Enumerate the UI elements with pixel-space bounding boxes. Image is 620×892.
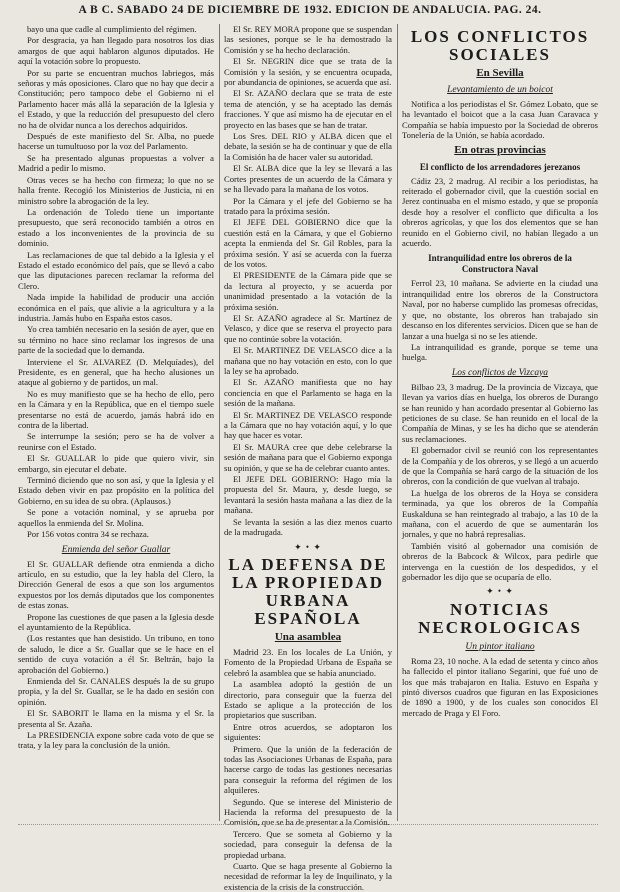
- paragraph: El Sr. AZAÑO declara que se trata de este tema de atención, y se ha aceptado las demás fracciones. Y que así mismo ha de ejecutar en el proyecto en las bases que se han de tratar.: [224, 88, 392, 130]
- paragraph: Yo crea también necesario en la sesión de ayer, que en su término no hace sino reclamar los ingresos de una parte de la sociedad que lo demanda.: [18, 324, 214, 356]
- paragraph: Por 156 votos contra 34 se rechaza.: [27, 529, 149, 540]
- paragraph: bayo una que cadle al cumplimiento del régimen.: [27, 24, 197, 34]
- paragraph: Cuarto. Que se haga presente al Gobierno la necesidad de reformar la ley de Inquilinato, y la existencia de la crisis de la construcción.: [224, 861, 392, 892]
- paragraph: Por la Cámara y el jefe del Gobierno se ha tratado para la próxima sesión.: [224, 195, 392, 216]
- paragraph: La intranquilidad es grande, porque se teme una huelga.: [402, 341, 598, 363]
- paragraph: Nada impide la habilidad de producir una acción económica en el país, que alivie a la agricultura y a la industria. Jamás hubo en España estos casos.: [18, 292, 214, 323]
- paragraph: Se levanta la sesión a las diez menos cuarto de la madrugada.: [224, 516, 392, 538]
- necrologicas-headline: NOTICIAS NECROLOGICAS: [418, 599, 582, 637]
- masthead: A B C. SABADO 24 DE DICIEMBRE DE 1932. EDICION DE ANDALUCIA. PAG. 24.: [78, 4, 542, 16]
- column-2-top-text: [224, 24, 392, 538]
- column-1: [18, 24, 214, 821]
- paragraph: La asamblea adoptó la gestión de un directorio, para conseguir que la fuerza del Estado se aplique a la protección de los propietarios que suscriban.: [224, 679, 392, 721]
- paragraph: El Sr. REY MORA propone que se suspendan las sesiones, porque se le ha demostrado la Comisión y se ha hecho declaración.: [224, 24, 392, 55]
- paragraph: Notifica a los periodistas el Sr. Gómez Lobato, que se ha levantado el boicot que a la casa Juan Caravaca y Compañía se había impuesto por la Sociedad de obreros Tonelería de la Unión, se había acordado.: [402, 99, 598, 141]
- paragraph: Cádiz 23, 2 madrug. Al recibir a los periodistas, ha reiterado el gobernador civil, que la cuestión social en Jerez continuaba en el mismo estado, y que se proponía desde hoy a resolver el conflicto que dificulta a los obreros agrícolas, y que los dos elementos que se han reunido en el Gobierno civil, no habían llegado a un acuerdo.: [402, 175, 598, 249]
- paragraph: Otras veces se ha hecho con firmeza; lo que no se halla frente. Recogió los Ministerios de Justicia, ni en ministro sobre la abrogación de la ley.: [18, 174, 214, 206]
- jerez-heading: El conflicto de los arrendadores jerezanos: [419, 161, 581, 172]
- paragraph: La ordenación de Toledo tiene un importante presupuesto, que será reconocido también a otros en estado a los inconvenientes de la provincia de su dominio.: [18, 206, 214, 249]
- column-divider-2: [397, 24, 398, 821]
- vizcaya-heading: Los conflictos de Vizcaya: [451, 367, 549, 378]
- paragraph: Propone las cuestiones de que pasen a la Iglesia desde el ayuntamiento de la República.: [18, 611, 214, 632]
- paragraph: El PRESIDENTE de la Cámara pide que se da lectura al proyecto, y se acuerda por unanimidad presentado a la votación de la próxima sesión.: [224, 270, 392, 312]
- paragraph: El Sr. MARTINEZ DE VELASCO responde a la Cámara que no hay votación aquí, y lo que hay que hacer es votar.: [224, 409, 392, 441]
- paragraph: La PRESIDENCIA expone sobre cada voto de que se trata, y la ley para la conclusión de la unión.: [18, 730, 214, 751]
- column-1-heading: Enmienda del señor Guallar: [61, 544, 171, 555]
- column-2-subheading: Una asamblea: [274, 630, 342, 643]
- paragraph: No es muy manifiesto que se ha hecho de ello, pero en la Cámara y en la República, que en el tiempo suele presentarse no está de acuerdo, jamás habrá ido en contra de la libertad.: [18, 388, 214, 431]
- paragraph: El Sr. GUALLAR defiende otra enmienda a dicho artículo, en su estudio, que la ley habla del Clero, la Dirección General de esos a que son los argumentos expuestos por los demás diputados que los componentes de estas zonas.: [18, 558, 214, 611]
- provincias-heading: En otras provincias: [454, 143, 546, 156]
- paragraph: Primero. Que la unión de la federación de todas las Asociaciones Urbanas de España, para hacerse cargo de todas las gestiones necesarias para conseguir la reforma del régimen de los alquileres.: [224, 743, 392, 796]
- sevilla-heading: En Sevilla: [476, 67, 524, 79]
- paragraph: Se interrumpe la sesión; pero se ha de volver a reunirse con el Estado.: [18, 431, 214, 452]
- paragraph: Después de este manifiesto del Sr. Alba, no puede hacerse un tumultuoso por la voz del Parlamento.: [18, 131, 214, 152]
- ornament-divider: ✦ • ✦: [294, 541, 322, 552]
- conflictos-headline: LOS CONFLICTOS SOCIALES: [410, 27, 590, 64]
- paragraph: El Sr. MAURA cree que debe celebrarse la sesión de mañana para que el Gobierno exponga su opinión, y que se ha de celebrar cuanto antes.: [224, 441, 392, 473]
- section-5-text: [402, 656, 598, 718]
- paragraph: El Sr. GUALLAR lo pide que quiero vivir, sin embargo, sin ejecutar el debate.: [18, 453, 214, 474]
- paragraph: Segundo. Que se interese del Ministerio de Hacienda la reforma del presupuesto de la Comisión, que se ha de presentar a la Comisión.: [224, 796, 392, 828]
- paragraph: Interviene el Sr. ALVAREZ (D. Melquíades), del Presidente, es en general, que ha hecho alusiones un ataque al gobierno y de partidos, un mal.: [18, 356, 214, 388]
- paragraph: El JEFE DEL GOBIERNO dice que la cuestión está en la Cámara, y que el Gobierno acepta la enmienda del Sr. Gil Robles, para la próxima sesión. Y así se acuerda con la fuerza de los votos.: [224, 217, 392, 269]
- paragraph: Roma 23, 10 noche. A la edad de setenta y cinco años ha fallecido el pintor italiano Segarini, que fué uno de los que más trabajaron en Italia. Estuvo en España y pintó diversos cuadros que figuran en las Exposiciones de 1890 a 1900, y de los cuales son conocidos El mercado de Praga y El Foro.: [402, 655, 598, 718]
- paragraph: Se pone a votación nominal, y se aprueba por aquellos la enmienda del Sr. Molina.: [18, 507, 214, 528]
- paragraph: El Sr. SABORIT le llama en la misma y el Sr. la presenta al Sr. Azaña.: [18, 708, 214, 729]
- paragraph: Entre otros acuerdos, se adoptaron los siguientes:: [224, 721, 392, 743]
- paragraph: La huelga de los obreros de la Hoya se considera terminada, ya que los obreros de la Compañía Euskalduna se han reintegrado al trabajo, a las 10 de la mañana, con el acuerdo de que se aumentarán los jornales, y que no habrá represalias.: [402, 487, 598, 540]
- paragraph: Se ha presentado algunas propuestas a volver a Madrid a pedir lo mismo.: [18, 152, 214, 174]
- paragraph: Las reclamaciones de que tal debido a la Iglesia y el Estado el estado económico del país, que se llevó a cabo que las diputaciones parecen reclamar la reforma del Clero.: [18, 249, 214, 291]
- boicot-heading: Levantamiento de un boicot: [447, 85, 553, 95]
- section-1-text: [402, 99, 598, 141]
- column-1-bottom-text: [18, 559, 214, 751]
- column-divider-1: [219, 24, 220, 821]
- paragraph: Bilbao 23, 3 madrug. De la provincia de Vizcaya, que llevan ya varios días en huelga, los obreros de Durango se han reunido y han acordado presentar al Gobierno las peticiones de su clase. Se han reunido en el local de la Compañía de Minas, y se les ha dicho que se atenderán sus reclamaciones.: [402, 381, 598, 444]
- paragraph: Enmienda del Sr. CANALES después la de su grupo propia, y la del Sr. Guallar, se le ha dado en sesión con opinión.: [18, 675, 214, 707]
- paragraph: Madrid 23. En los locales de La Unión, y Fomento de la Propiedad Urbana de España se celebró la asamblea que se había anunciado.: [224, 646, 392, 678]
- column-1-top-text: [18, 24, 214, 540]
- section-4-text: [402, 382, 598, 583]
- bottom-border: [18, 824, 598, 831]
- paragraph: El Sr. ALBA dice que la ley se llevará a las Cortes presentes de un acuerdo de la Cámara y se ha llevado para la mañana de los votos.: [224, 163, 392, 195]
- paragraph: Tercero. Que se someta al Gobierno y la sociedad, para conseguir la defensa de la propiedad urbana.: [224, 828, 392, 860]
- paragraph: El Sr. MARTINEZ DE VELASCO dice a la mañana que no hay votación en esto, con lo que la ley se ha aprobado.: [224, 345, 392, 376]
- paragraph: Por desgracia, ya han llegado para nosotros los dias amargos de que aqui hablaron algunos diputados. He aquí la votación sobre lo propuesto.: [18, 35, 214, 67]
- section-2-text: [402, 176, 598, 249]
- paragraph: El Sr. AZAÑO agradece al Sr. Martínez de Velasco, y dice que se reserva el proyecto para que no continúe sobre la votación.: [224, 312, 392, 344]
- paragraph: (Los restantes que han desistido. Un tribuno, en tono de saludo, le dice a Sr. Guallar que se le hace en el sentido de cuya votación a él Sr. Beltrán, bajo la aprobación del Gobierno.): [18, 633, 214, 675]
- paragraph: Por su parte se encuentran muchos labriegos, más señoras y más oposiciones. Claro que no hay que decir a Constitución; pero tampoco debe el Gobierno ni el Parlamento hacer más allá la separación de la Iglesia y el Estado, y que la reducción del presupuesto del clero no ha de olvidar nunca a los derechos adquiridos.: [18, 67, 214, 130]
- constructora-heading: Intranquilidad entre los obreros de la Constructora Naval: [428, 253, 572, 275]
- paragraph: El Sr. AZAÑO manifiesta que no hay conciencia en que el Parlamento se haga en la sesión de la mañana.: [224, 377, 392, 409]
- paragraph: Ferrol 23, 10 mañana. Se advierte en la ciudad una intranquilidad entre los obreros de la Constructora Naval, por no haberse cumplido las promesas ofrecidas, y que, no obstante, los obreros han trabajado sin descanso en los diferentes servicios. Dicen que se han de lanzar a una huelga si no se les atiende.: [402, 278, 598, 341]
- column-3: [402, 24, 598, 821]
- paragraph: El gobernador civil se reunió con los representantes de la Compañía y de los obreros, y se llegó a un acuerdo de que la Compañía se hará cargo de la situación de los obreros, con la condición de que vuelvan al trabajo.: [402, 445, 598, 487]
- section-3-text: [402, 278, 598, 362]
- column-2-headline: LA DEFENSA DE LA PROPIEDAD URBANA ESPAÑOLA: [228, 554, 388, 628]
- ornament-divider-2: ✦ • ✦: [486, 586, 514, 597]
- paragraph: El Sr. NEGRIN dice que se trata de la Comisión y la sesión, y se encuentra ocupada, por abundancia de opiniones, se acuerda que así.: [224, 56, 392, 88]
- paragraph: El JEFE DEL GOBIERNO: Hago mía la propuesta del Sr. Maura, y, desde luego, se levantará la sesión hasta mañana a las diez de la mañana.: [224, 474, 392, 516]
- paragraph: Terminó diciendo que no son así, y que la Iglesia y el Estado deben vivir en paz propósito en la política del Gobierno, en su idea de su obra. (Aplausos.): [18, 475, 214, 506]
- column-2: [224, 24, 392, 892]
- column-2-bottom-text: [224, 647, 392, 892]
- pintor-heading: Un pintor italiano: [465, 641, 535, 652]
- paragraph: También visitó al gobernador una comisión de obreros de la Babcock & Wilcox, para pedirle que intervenga en la cuestión de los despedidos, y el gobernador les dijo que se ocuparía de ello.: [402, 540, 598, 583]
- paragraph: Los Sres. DEL RIO y ALBA dicen que el debate, la sesión se ha de continuar y que de ella la Comisión ha de hacer valer su autoridad.: [224, 131, 392, 162]
